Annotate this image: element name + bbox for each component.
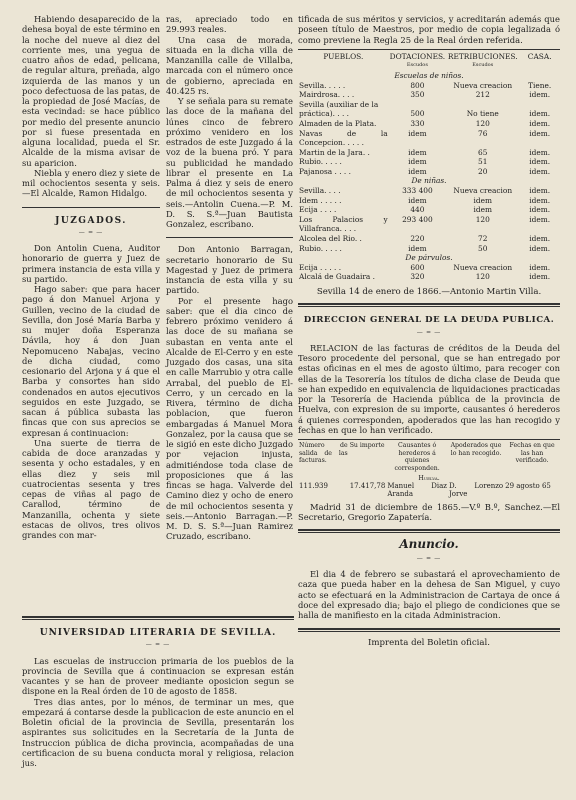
table-row [298, 244, 560, 254]
table-cell: 120 [475, 272, 490, 282]
double-rule [298, 303, 560, 307]
table-cell: 65 [478, 147, 488, 157]
divider [22, 207, 160, 208]
table-cell: idem. [529, 109, 551, 119]
table-cell: 111.939 [299, 481, 328, 490]
deuda-heading: DIRECCION GENERAL DE LA DEUDA PUBLICA. [303, 315, 555, 326]
table-cell: idem. [529, 243, 551, 253]
rows-ninos [298, 81, 560, 177]
table-cell: Sevilla. . . . [299, 186, 341, 196]
table-cell: idem. [529, 166, 551, 176]
table-cell: idem [408, 157, 427, 167]
double-rule [22, 616, 294, 620]
judge-intro: Don Antolin Cuena, Auditor honorario de guerra y Juez de primera instancia de esta villa y su partido. [22, 243, 160, 284]
table-row [298, 100, 560, 110]
table-cell: No tiene [466, 109, 499, 119]
table-cell: 330 [410, 118, 425, 128]
table-header-row [298, 52, 560, 62]
deuda-signature: Madrid 31 de diciembre de 1865.—V.º B.º, Sanchez.—El Secretario, Gregorio Zapatería. [298, 502, 560, 523]
table-cell: idem [408, 195, 427, 205]
table-subheader: Escudos [472, 62, 494, 69]
auction-date-notice: Y se señala para su remate las doce de la mañana del lúnes cinco de febrero próximo venidero en los estrados de este Juzgado á la voz de la buena pró. Y para su publicidad he mandado librar el presente en La Palma á diez y seis de enero de mil ochocientos sesenta y seis.—Antolin Cuena.—P. M. D. S. S.ª—Juan Bautista Gonzalez, escribano. [166, 96, 293, 229]
table-cell: 29 agosto 65 [505, 481, 551, 490]
section-ninas: De niñas. [411, 176, 447, 186]
table-cell: Sevilla (auxiliar de la [299, 99, 379, 109]
section-ninos: Escuelas de niños. [394, 70, 464, 80]
table-header: Apoderados que lo han recogido. [450, 442, 502, 457]
table-cell: Almaden de la Plata. [299, 118, 377, 128]
section-parvulos: De párvulos. [405, 253, 453, 263]
university-text: Las escuelas de instruccion primaria de los pueblos de la provincia de Sevilla que á continuacion se expresan están vacantes y se han de proveer mediante oposicion segun se dispone en la Real órden de 10 de agosto de 1858. [22, 655, 294, 697]
table-cell: idem [473, 205, 492, 215]
table-cell: idem. [529, 234, 551, 244]
rows-ninas [298, 186, 560, 253]
table-row [298, 90, 560, 100]
table-cell: Nueva creacion [453, 80, 513, 90]
table-cell: 212 [475, 90, 490, 100]
table-row [298, 109, 560, 119]
divider [298, 439, 560, 440]
house-description: Una casa de morada, situada en la dicha villa de Manzanilla calle de Villalba, marcada con el número once de gobierno, apreciada en 40.425 rs. [166, 34, 293, 96]
barragan-notice: Por el presente hago saber: que el dia cinco de febrero próximo venidero á las doce de su mañana se subastan en venta ante el Alcalde de El-Cerro y en este Juzgado dos casas, una sita en calle Marrubio y otra calle Arrabal, del pueblo de El-Cerro, y un cercado en la Rivera, término de dicha poblacion, que fueron embargadas á Manuel Mora Gonzalez, por la causa que se le sigió en este dicho Juzgado por vejacion injusta, admitiéndose toda clase de proposiciones que á las fincas se haga. Valverde del Camino diez y ocho de enero de mil ochocientos sesenta y seis.—Antonio Barragan.—P. M. D. S. S.ª—Juan Ramirez Cruzado, escribano. [166, 295, 293, 542]
table-cell: Alcalá de Guadaira . [299, 272, 376, 282]
table-cell: 120 [475, 214, 490, 224]
table-row [298, 119, 560, 129]
table-cell: 17.417,78 [349, 481, 386, 490]
table-row [298, 483, 560, 498]
table-cell: Nueva creacion [453, 186, 513, 196]
facturas-table [298, 442, 560, 498]
table-cell: idem [408, 128, 427, 138]
table-row [298, 186, 560, 196]
table-cell: Tiene. [528, 80, 552, 90]
table-row [298, 205, 560, 215]
table-cell: idem. [529, 147, 551, 157]
property-description: Una suerte de tierra de cabida de doce aranzadas y sesenta y ocho estadales, y en ellas diez y seis mil cuatrocientas sesenta y tres cepas de viñas al pago de Carallod, término de Manzanilla, ochenta y siete estacas de olivos, tres olivos grandes con mar- [22, 437, 160, 540]
table-header: PUEBLOS. [323, 51, 364, 61]
table-cell: Martin de la Jara. . [299, 147, 370, 157]
table-cell: idem. [529, 186, 551, 196]
column-1 [22, 14, 160, 540]
table-row [298, 167, 560, 177]
table-cell: Los Palacios y Villafranca. . . . [299, 214, 388, 234]
table-row [298, 148, 560, 158]
table-cell: 333 400 [402, 186, 433, 196]
table-cell: Idem . . . . . [299, 195, 342, 205]
table-cell: D. Lorenzo Jorve [448, 481, 504, 498]
divider [298, 49, 560, 50]
table-row [298, 81, 560, 91]
facturas-header-row [298, 442, 560, 472]
table-cell: Navas de la Concepcion. . . . . [299, 128, 388, 148]
table-cell: idem. [529, 205, 551, 215]
university-text-2: Tres dias antes, por lo ménos, de terminar un mes, que empezará á contarse desde la publicacion de este anuncio en el Boletin oficial de la provincia de Sevilla, presentarán los aspirantes sus solicitudes en la Secretaría de la Junta de Instruccion pública de dicha provincia, acompañadas de una certificacion de su buena conducta moral y religiosa, relacion jus. [22, 696, 294, 768]
table-cell: idem [408, 243, 427, 253]
table-cell [519, 100, 560, 110]
table-row [298, 215, 560, 234]
table-subheader: Escudos [406, 62, 428, 69]
table-cell: 500 [410, 109, 425, 119]
table-cell: 50 [478, 243, 488, 253]
table-header: Fechas en que las han verificado. [509, 442, 555, 465]
table-header: DOTACIONES. [389, 51, 446, 61]
table-cell: Rubio. . . . . [299, 157, 342, 167]
table-cell: Rubio. . . . . [299, 243, 342, 253]
table-cell: práctica). . . . [299, 109, 350, 119]
table-cell [446, 100, 519, 110]
anuncio-text: El dia 4 de febrero se subastará el aprovechamiento de caza que pueda haber en la dehesa de San Miguel, y cuyo acto se efectuará en la Administracion de Cartaya de once á doce del expresado dia; bajo el pliego de condiciones que se halla de manifiesto en la citada Administracion. [298, 569, 560, 621]
table-header: Su importe [349, 442, 385, 449]
notice-lost-mare-signature: Niebla y enero diez y siete de mil ochocientos sesenta y seis.—El Alcalde, Ramon Hidalgo. [22, 167, 160, 199]
table-cell: idem. [529, 262, 551, 272]
table-cell: 72 [478, 234, 488, 244]
table-cell: 350 [410, 90, 425, 100]
table-subheader-row [298, 61, 560, 71]
university-continuation: tificada de sus méritos y servicios, y acreditarán además que poseen título de Maestros, por medio de copia legalizada ó como previene la Regla 25 de la Real órden referida. [298, 14, 560, 45]
table-row [298, 157, 560, 167]
university-block [22, 610, 294, 768]
table-cell: idem. [529, 195, 551, 205]
table-header: RETRIBUCIONES. [447, 51, 518, 61]
ornament-divider: — ═ — [416, 328, 442, 336]
table-cell: Ecija . . . . . [299, 262, 342, 272]
table-cell: 600 [410, 262, 425, 272]
property-appraisal: ras, apreciado todo en 29.993 reales. [166, 14, 293, 35]
table-cell: idem [408, 147, 427, 157]
juzgados-heading: JUZGADOS. [55, 215, 127, 226]
table-cell: 800 [410, 80, 425, 90]
province-label: Huelva. [418, 475, 440, 483]
table-cell: 76 [478, 128, 488, 138]
table-row [298, 272, 560, 282]
ornament-divider: — ═ — [416, 554, 442, 562]
barragan-intro: Don Antonio Barragan, secretario honorario de Su Magestad y Juez de primera instancia de esta villa y su partido. [166, 244, 293, 296]
deuda-relation-text: RELACION de las facturas de créditos de la Deuda del Tesoro procedente del personal, que se han entregado por estas oficinas en el mes de agosto último, para recoger con ellas de la Tesorería los títulos de dicha clase de Deuda que se han expedido en equivalencia de liquidaciones practicadas por la Tesorería de Hacienda pública de la provincia de Huelva, con expresion de su importe, causantes ó herederos á quienes corresponden, apoderados que las han recogido y fechas en que lo han verificado. [298, 342, 560, 435]
table-cell: 20 [478, 166, 488, 176]
table-cell: 120 [475, 118, 490, 128]
table-cell: idem. [529, 272, 551, 282]
rows-parvulos [298, 263, 560, 282]
double-rule [298, 628, 560, 632]
table-cell: idem [473, 195, 492, 205]
table-header: CASA. [527, 51, 552, 61]
table-row [298, 129, 560, 148]
imprenta-footer: Imprenta del Boletin oficial. [367, 638, 490, 649]
table-cell: Mairdrosa. . . . [299, 90, 355, 100]
double-rule [298, 529, 560, 533]
table-cell: 320 [410, 272, 425, 282]
table-row [298, 196, 560, 206]
table-header: Causantes ó herederos á quienes corresponden. [394, 442, 440, 472]
notice-lost-mare: Habiendo desaparecido de la dehesa boyal de este término en la noche del nueve al diez del corriente mes, una yegua de cuatro años de edad, pelicana, de regular altura, preñada, algo izquierda de las manos y un poco defectuosa de las patas, de la propiedad de José Macías, de esta vecindad: se hace público por medio del presente anuncio por si fuese presentada en alguna localidad, pueda el Sr. Alcalde de la misma avisar de su aparicion. [22, 14, 160, 168]
table-cell: 440 [410, 205, 425, 215]
ornament-divider: — ═ — [145, 641, 171, 649]
table-cell: 51 [478, 157, 488, 167]
table-cell: idem. [529, 128, 551, 138]
divider [166, 237, 293, 238]
table-cell: idem. [529, 118, 551, 128]
schools-signature: Sevilla 14 de enero de 1866.—Antonio Martin Villa. [316, 287, 542, 297]
table-cell: Pajanosa . . . . [299, 166, 351, 176]
schools-table [298, 52, 560, 282]
table-cell: idem [408, 166, 427, 176]
table-cell: Sevilla. . . . . [299, 80, 346, 90]
table-cell: Nueva creacion [453, 262, 513, 272]
anuncio-heading: Anuncio. [399, 536, 459, 551]
table-row [298, 234, 560, 244]
table-cell [389, 100, 447, 110]
table-cell: idem. [529, 214, 551, 224]
judge-notice: Hago saber: que para hacer pago á don Manuel Arjona y Guillen, vecino de la ciudad de Sevilla, don José María Barba y su mujer doña Esperanza Dávila, hoy á don Juan Nepomuceno Nabajas, vecino de dicha ciudad, como cesionario del Arjona y á que el Barba y consortes han sido condenados en autos ejecutivos seguidos en este Juzgado, se sacan á pública subasta las fincas que con sus aprecios se expresan á continuacion: [22, 284, 160, 438]
table-row [298, 263, 560, 273]
table-cell: idem. [529, 157, 551, 167]
table-cell: Ecija . . . . [299, 205, 337, 215]
table-cell: idem. [529, 90, 551, 100]
university-heading: UNIVERSIDAD LITERARIA DE SEVILLA. [39, 628, 277, 638]
ornament-divider: — ═ — [78, 228, 104, 236]
column-3 [298, 14, 560, 649]
table-cell: Alcolea del Rio. . [299, 234, 362, 244]
table-header: Número de salida de las facturas. [299, 442, 348, 465]
table-cell: 293 400 [402, 214, 433, 224]
column-2 [166, 14, 293, 542]
table-cell: Manuel Diaz Aranda [387, 481, 447, 498]
table-cell: 220 [410, 234, 425, 244]
